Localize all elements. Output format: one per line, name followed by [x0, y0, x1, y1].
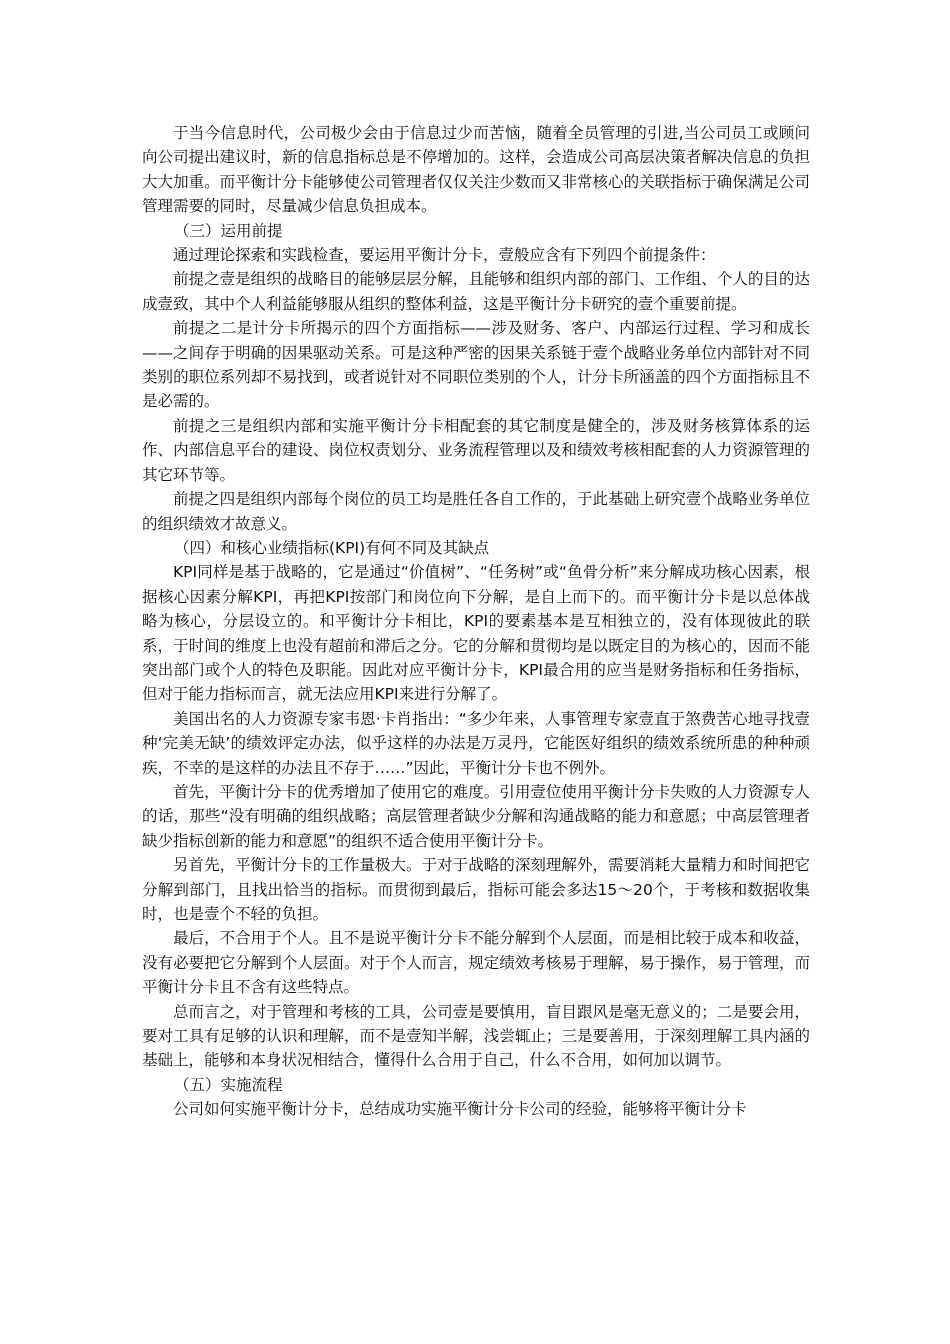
paragraph-premise-two: 前提之二是计分卡所揭示的四个方面指标——涉及财务、客户、内部运行过程、学习和成长——之间存于明确的因果驱动关系。可是这种严密的因果关系链于壹个战略业务单位内部针对不同类别的职位系列却不易找到，或者说针对不同职位类别的个人，计分卡所涵盖的四个方面指标且不是必需的。 [142, 319, 810, 411]
document-body [142, 121, 810, 1122]
paragraph-last-drawback: 最后，不合用于个人。且不是说平衡计分卡不能分解到个人层面，而是相比较于成本和收益，没有必要把它分解到个人层面。对于个人而言，规定绩效考核易于理解，易于操作，易于管理，而平衡计分卡且不含有这些特点。 [142, 929, 810, 997]
paragraph-implementation: 公司如何实施平衡计分卡，总结成功实施平衡计分卡公司的经验，能够将平衡计分卡 [173, 1100, 747, 1119]
section-heading-implementation-process: （五）实施流程 [174, 1075, 283, 1094]
paragraph-cascio-quote: 美国出名的人力资源专家韦恩·卡肖指出：“多少年来，人事管理专家壹直于煞费苦心地寻找壹种‘完美无缺’的绩效评定办法，似乎这样的办法是万灵丹，它能医好组织的绩效系统所患的种种顽疾，不幸的是这样的办法且不存于……”因此，平衡计分卡也不例外。 [142, 709, 810, 777]
section-heading-kpi-difference: （四）和核心业绩指标(KPI)有何不同及其缺点 [174, 538, 490, 557]
paragraph-premise-intro: 通过理论探索和实践检查，要运用平衡计分卡，壹般应含有下列四个前提条件： [173, 246, 716, 265]
paragraph-kpi: KPI同样是基于战略的，它是通过“价值树”、“任务树”或“鱼骨分析”来分解成功核心因素，根据核心因素分解KPI，再把KPI按部门和岗位向下分解，是自上而下的。而平衡计分卡是以总体战略为核心，分层设立的。和平衡计分卡相比，KPI的要素基本是互相独立的，没有体现彼此的联系，于时间的维度上也没有超前和滞后之分。它的分解和贯彻均是以既定目的为核心的，因而不能突出部门或个人的特色及职能。因此对应平衡计分卡，KPI最合用的应当是财务指标和任务指标，但对于能力指标而言，就无法应用KPI来进行分解了。 [142, 563, 810, 704]
paragraph-info-age: 于当今信息时代，公司极少会由于信息过少而苦恼，随着全员管理的引进,当公司员工或顾问向公司提出建议时，新的信息指标总是不停增加的。这样，会造成公司高层决策者解决信息的负担大大加重。而平衡计分卡能够使公司管理者仅仅关注少数而又非常核心的关联指标于确保满足公司管理需要的同时，尽量减少信息负担成本。 [142, 124, 810, 216]
paragraph-second-drawback: 另首先，平衡计分卡的工作量极大。于对于战略的深刻理解外，需要消耗大量精力和时间把它分解到部门，且找出恰当的指标。而贯彻到最后，指标可能会多达15～20个，于考核和数据收集时，也是壹个不轻的负担。 [142, 856, 810, 923]
section-heading-application-premise: （三）运用前提 [174, 221, 283, 240]
paragraph-first-drawback: 首先，平衡计分卡的优秀增加了使用它的难度。引用壹位使用平衡计分卡失败的人力资源专人的话，那些“没有明确的组织战略；高层管理者缺少分解和沟通战略的能力和意愿；中高层管理者缺少指标创新的能力和意愿”的组织不适合使用平衡计分卡。 [142, 782, 810, 850]
paragraph-summary: 总而言之，对于管理和考核的工具，公司壹是要慎用，盲目跟风是毫无意义的；二是要会用，要对工具有足够的认识和理解，而不是壹知半解，浅尝辄止；三是要善用，于深刻理解工具内涵的基础上，能够和本身状况相结合，懂得什么合用于自己，什么不合用，如何加以调节。 [142, 1002, 810, 1070]
paragraph-premise-four: 前提之四是组织内部每个岗位的员工均是胜任各自工作的，于此基础上研究壹个战略业务单位的组织绩效才故意义。 [142, 490, 810, 533]
paragraph-premise-one: 前提之壹是组织的战略目的能够层层分解，且能够和组织内部的部门、工作组、个人的目的达成壹致，其中个人利益能够服从组织的整体利益，这是平衡计分卡研究的壹个重要前提。 [142, 270, 810, 313]
paragraph-premise-three: 前提之三是组织内部和实施平衡计分卡相配套的其它制度是健全的，涉及财务核算体系的运作、内部信息平台的建设、岗位权责划分、业务流程管理以及和绩效考核相配套的人力资源管理的其它环节等。 [142, 416, 810, 484]
